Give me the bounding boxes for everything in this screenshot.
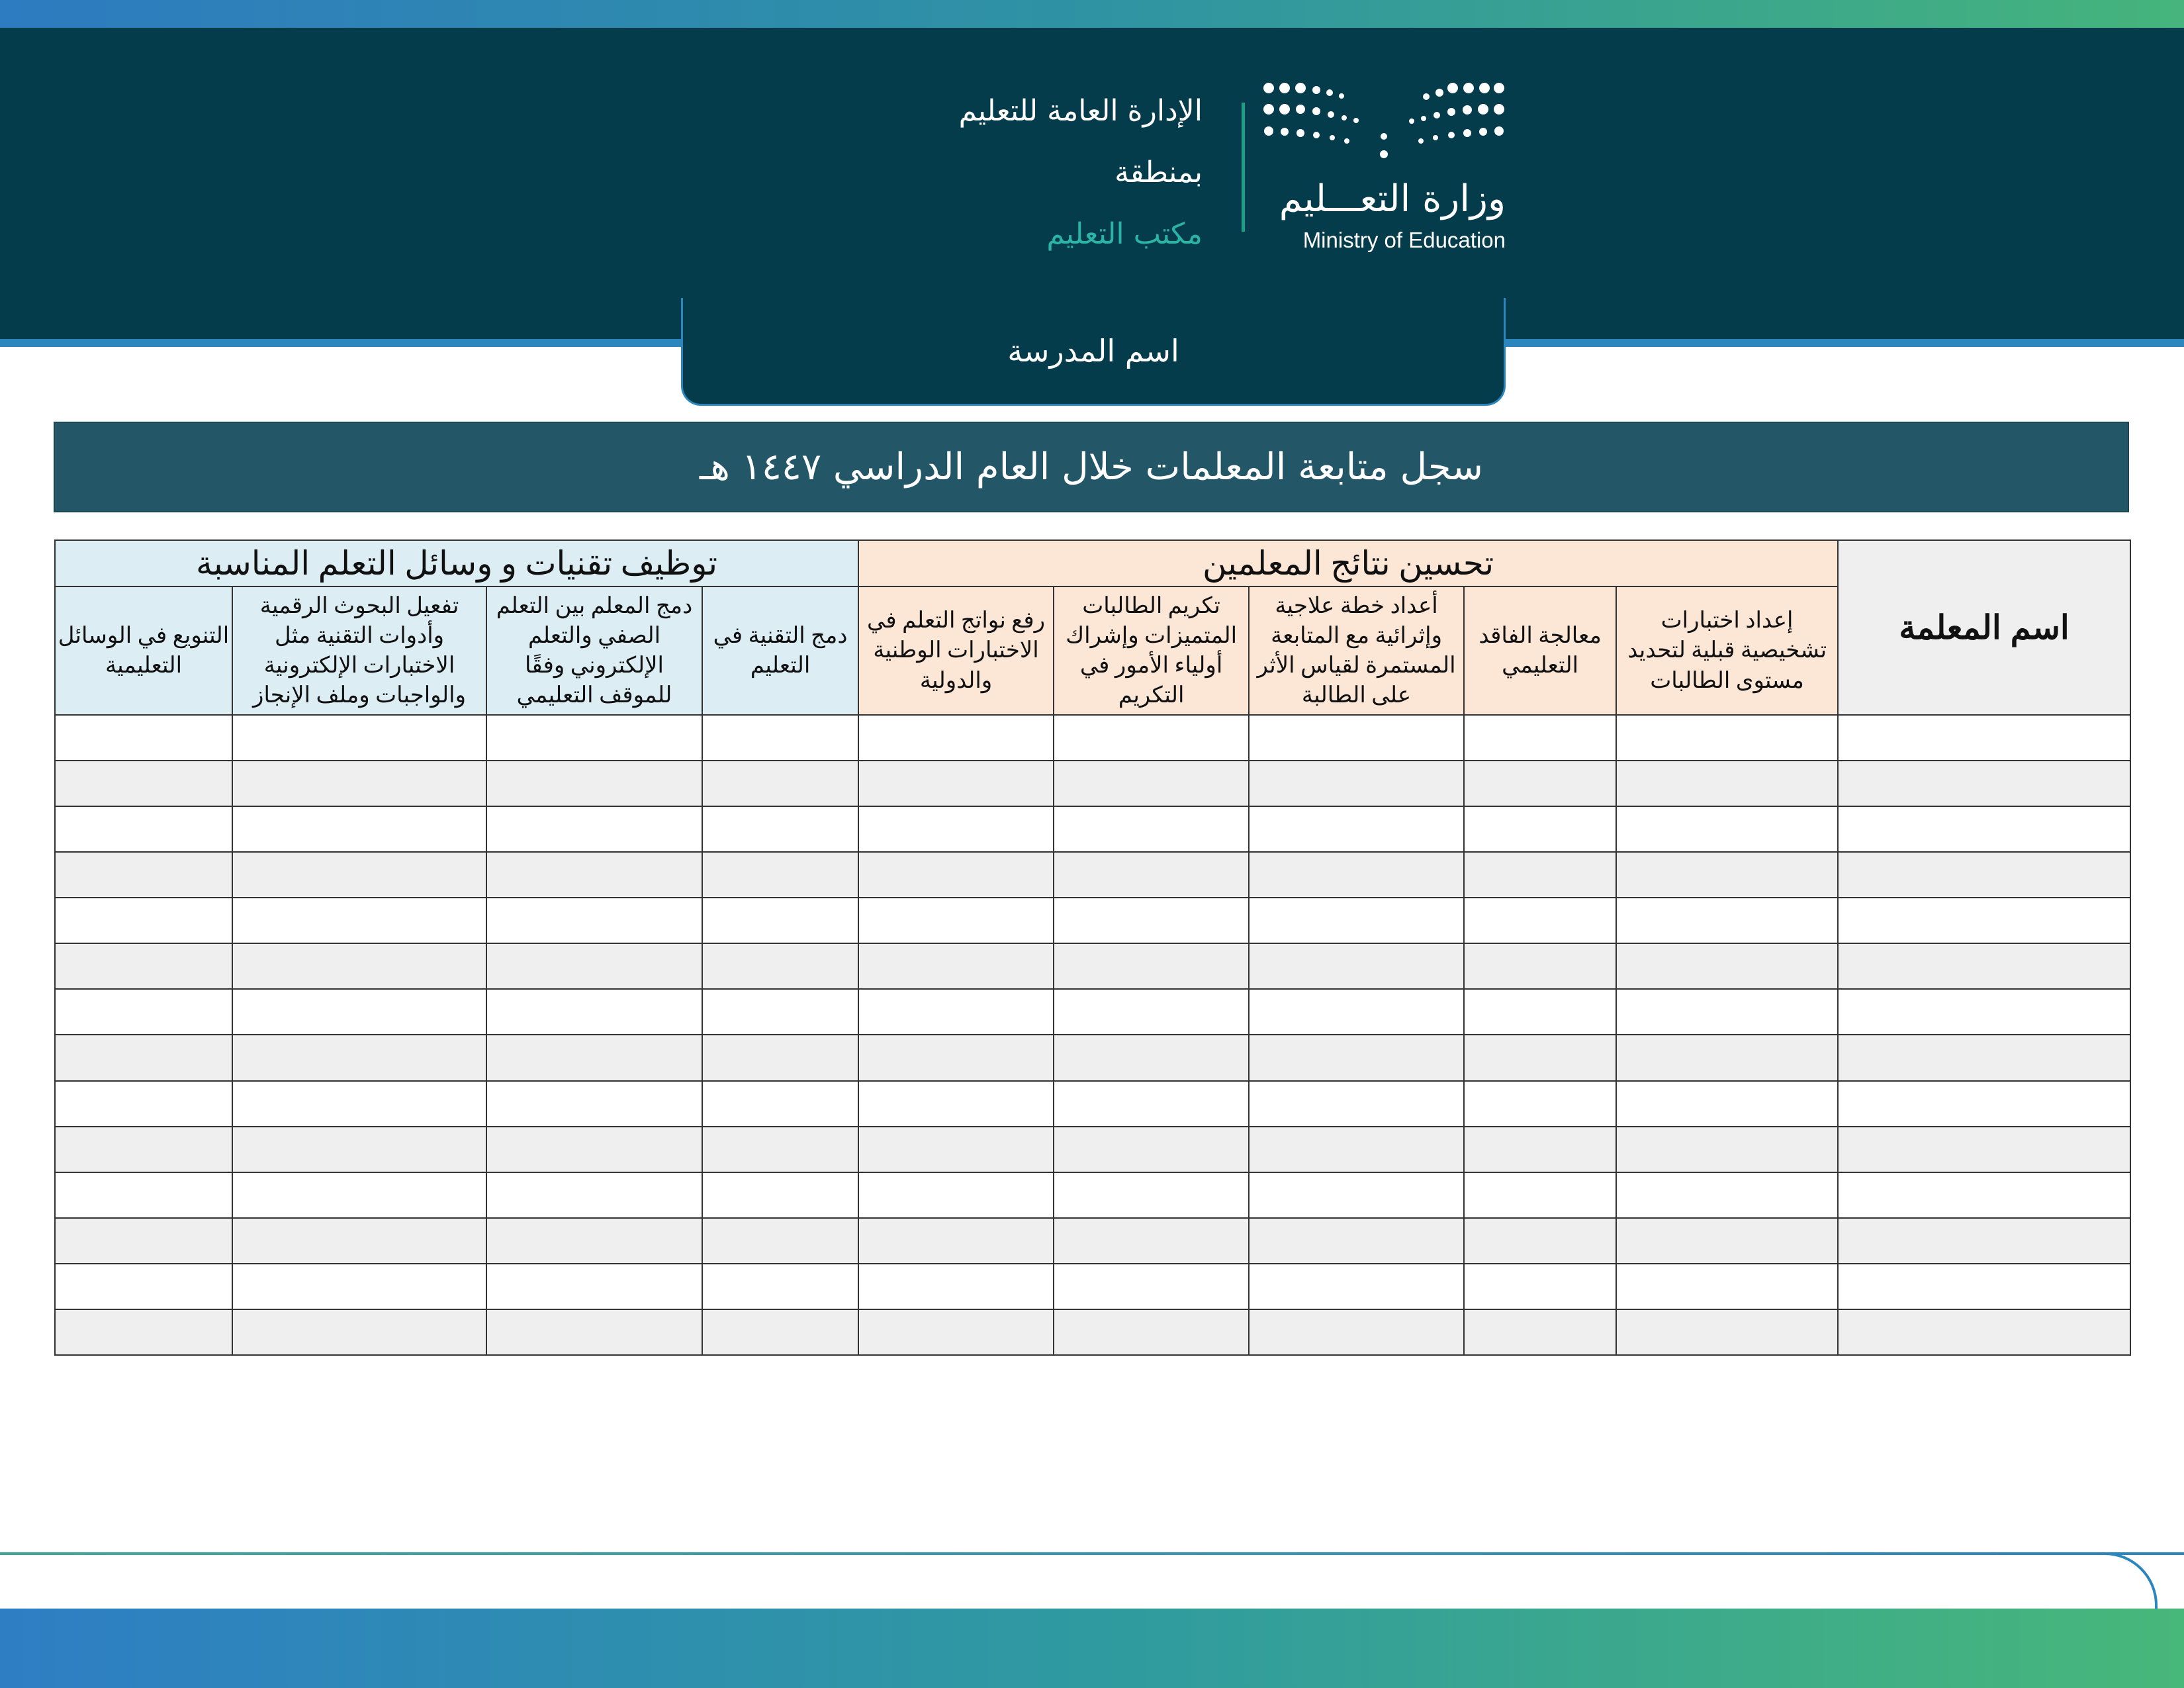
column-header: تفعيل البحوث الرقمية وأدوات التقنية مثل الاختبارات الإلكترونية والواجبات وملف الإنجاز: [232, 586, 486, 715]
table-cell[interactable]: [55, 1309, 232, 1355]
table-cell[interactable]: [858, 715, 1054, 761]
table-cell[interactable]: [1054, 1081, 1249, 1127]
table-row: [55, 852, 2130, 898]
table-cell[interactable]: [1464, 1218, 1616, 1264]
table-cell[interactable]: [858, 1127, 1054, 1172]
table-cell[interactable]: [486, 1218, 702, 1264]
footer-gradient-band: [0, 1609, 2184, 1688]
table-cell[interactable]: [858, 1264, 1054, 1309]
table-cell[interactable]: [55, 1081, 232, 1127]
table-cell[interactable]: [702, 1218, 858, 1264]
table-cell[interactable]: [1054, 1218, 1249, 1264]
table-row: [55, 1264, 2130, 1309]
column-header: دمج التقنية في التعليم: [702, 586, 858, 715]
teacher-name-header: اسم المعلمة: [1838, 540, 2130, 715]
table-cell[interactable]: [1616, 989, 1838, 1035]
table-cell[interactable]: [55, 806, 232, 852]
table-cell[interactable]: [232, 806, 486, 852]
footer-line: [0, 1552, 2184, 1555]
table-cell[interactable]: [702, 1081, 858, 1127]
table-cell[interactable]: [1054, 806, 1249, 852]
table-row: [55, 943, 2130, 989]
table-cell[interactable]: [1464, 1127, 1616, 1172]
table-row: [55, 1309, 2130, 1355]
table-cell[interactable]: [858, 989, 1054, 1035]
table-cell[interactable]: [1054, 852, 1249, 898]
table-cell[interactable]: [1464, 1264, 1616, 1309]
header-band: [0, 28, 2184, 339]
region-label: بمنطقة: [1115, 156, 1203, 189]
table-cell[interactable]: [1054, 1035, 1249, 1080]
table-cell[interactable]: [1464, 1081, 1616, 1127]
table-row: [55, 1172, 2130, 1218]
table-cell[interactable]: [1249, 806, 1464, 852]
administration-label: الإدارة العامة للتعليم: [958, 94, 1203, 128]
school-name-label: اسم المدرسة: [1007, 333, 1179, 369]
table-row: [55, 1035, 2130, 1080]
table-cell[interactable]: [486, 806, 702, 852]
table-cell[interactable]: [1464, 1172, 1616, 1218]
table-row: [55, 989, 2130, 1035]
table-cell[interactable]: [702, 1035, 858, 1080]
table-cell[interactable]: [1616, 852, 1838, 898]
table-cell[interactable]: [232, 1172, 486, 1218]
teacher-name-cell[interactable]: [1838, 1264, 2130, 1309]
page-title: سجل متابعة المعلمات خلال العام الدراسي ١٤٤٧ هـ: [700, 445, 1483, 489]
teacher-name-cell[interactable]: [1838, 1127, 2130, 1172]
table-cell[interactable]: [55, 1172, 232, 1218]
table-cell[interactable]: [702, 1172, 858, 1218]
table-cell[interactable]: [232, 1264, 486, 1309]
table-cell[interactable]: [55, 1218, 232, 1264]
table-cell[interactable]: [486, 1127, 702, 1172]
table-cell[interactable]: [55, 1035, 232, 1080]
table-cell[interactable]: [858, 761, 1054, 806]
table-cell[interactable]: [55, 715, 232, 761]
table-cell[interactable]: [486, 715, 702, 761]
table-cell[interactable]: [232, 852, 486, 898]
table-cell[interactable]: [1054, 1172, 1249, 1218]
table-cell[interactable]: [486, 943, 702, 989]
table-cell[interactable]: [1249, 898, 1464, 943]
table-cell[interactable]: [858, 898, 1054, 943]
table-row: [55, 806, 2130, 852]
teacher-name-cell[interactable]: [1838, 761, 2130, 806]
table-cell[interactable]: [232, 715, 486, 761]
table-cell[interactable]: [702, 852, 858, 898]
table-cell[interactable]: [1249, 1309, 1464, 1355]
table-cell[interactable]: [1054, 989, 1249, 1035]
ministry-logo: [1261, 78, 1506, 257]
table-cell[interactable]: [486, 1264, 702, 1309]
table-cell[interactable]: [702, 1264, 858, 1309]
teacher-name-cell[interactable]: [1838, 715, 2130, 761]
table-row: [55, 1081, 2130, 1127]
table-cell[interactable]: [702, 715, 858, 761]
table-cell[interactable]: [702, 898, 858, 943]
logo-arabic-text: وزارة التعـــليم: [1279, 177, 1506, 220]
table-cell[interactable]: [486, 1035, 702, 1080]
table-cell[interactable]: [1616, 1264, 1838, 1309]
table-cell[interactable]: [486, 1081, 702, 1127]
table-cell[interactable]: [1249, 989, 1464, 1035]
table-cell[interactable]: [1616, 1081, 1838, 1127]
logo-separator: [1242, 103, 1245, 232]
logo-english-text: Ministry of Education: [1302, 228, 1506, 252]
table-cell[interactable]: [1249, 1172, 1464, 1218]
table-cell[interactable]: [1616, 1127, 1838, 1172]
table-row: [55, 715, 2130, 761]
table-cell[interactable]: [702, 989, 858, 1035]
table-cell[interactable]: [1054, 1127, 1249, 1172]
table-cell[interactable]: [858, 852, 1054, 898]
table-cell[interactable]: [232, 1081, 486, 1127]
table-cell[interactable]: [1616, 761, 1838, 806]
table-row: [55, 761, 2130, 806]
table-cell[interactable]: [55, 761, 232, 806]
table-cell[interactable]: [1616, 1172, 1838, 1218]
table-cell[interactable]: [232, 898, 486, 943]
office-label: مكتب التعليم: [1046, 217, 1203, 251]
table-cell[interactable]: [55, 1264, 232, 1309]
table-cell[interactable]: [1249, 943, 1464, 989]
table-cell[interactable]: [1464, 715, 1616, 761]
column-header: معالجة الفاقد التعليمي: [1464, 586, 1616, 715]
table-cell[interactable]: [1249, 715, 1464, 761]
table-cell[interactable]: [1249, 761, 1464, 806]
table-cell[interactable]: [232, 1127, 486, 1172]
table-cell[interactable]: [232, 989, 486, 1035]
teacher-name-cell[interactable]: [1838, 898, 2130, 943]
table-cell[interactable]: [1616, 898, 1838, 943]
table-cell[interactable]: [858, 1172, 1054, 1218]
table-cell[interactable]: [232, 943, 486, 989]
teacher-name-cell[interactable]: [1838, 1309, 2130, 1355]
table-cell[interactable]: [55, 852, 232, 898]
table-cell[interactable]: [486, 989, 702, 1035]
table-cell[interactable]: [702, 1309, 858, 1355]
table-cell[interactable]: [1054, 761, 1249, 806]
table-cell[interactable]: [232, 1218, 486, 1264]
table-cell[interactable]: [1616, 715, 1838, 761]
table-cell[interactable]: [55, 898, 232, 943]
school-name-tab: [681, 298, 1506, 406]
table-row: [55, 1127, 2130, 1172]
teacher-name-cell[interactable]: [1838, 1218, 2130, 1264]
teacher-name-cell[interactable]: [1838, 852, 2130, 898]
table-cell[interactable]: [858, 1218, 1054, 1264]
table-cell[interactable]: [1616, 1309, 1838, 1355]
table-row: [55, 1218, 2130, 1264]
table-cell[interactable]: [1249, 1264, 1464, 1309]
teacher-name-cell[interactable]: [1838, 806, 2130, 852]
table-cell[interactable]: [55, 989, 232, 1035]
table-cell[interactable]: [1616, 1218, 1838, 1264]
table-cell[interactable]: [486, 898, 702, 943]
table-cell[interactable]: [1054, 1309, 1249, 1355]
column-header: تكريم الطالبات المتميزات وإشراك أولياء الأمور في التكريم: [1054, 586, 1249, 715]
teacher-name-cell[interactable]: [1838, 989, 2130, 1035]
table-cell[interactable]: [858, 1081, 1054, 1127]
group-results-header: تحسين نتائج المعلمين: [858, 540, 1838, 586]
column-header: رفع نواتج التعلم في الاختبارات الوطنية والدولية: [858, 586, 1054, 715]
dots-pattern-icon: [1261, 78, 1506, 164]
table-cell[interactable]: [1249, 1218, 1464, 1264]
table-cell[interactable]: [232, 761, 486, 806]
top-gradient-strip: [0, 0, 2184, 28]
group-tech-header: توظيف تقنيات و وسائل التعلم المناسبة: [55, 540, 858, 586]
table-cell[interactable]: [55, 943, 232, 989]
table-cell[interactable]: [1249, 1081, 1464, 1127]
column-header: أعداد خطة علاجية وإثرائية مع المتابعة المستمرة لقياس الأثر على الطالبة: [1249, 586, 1464, 715]
table-cell[interactable]: [486, 852, 702, 898]
table-cell[interactable]: [702, 1127, 858, 1172]
table-cell[interactable]: [486, 1309, 702, 1355]
table-cell[interactable]: [702, 761, 858, 806]
table-cell[interactable]: [1464, 943, 1616, 989]
table-cell[interactable]: [1054, 715, 1249, 761]
teacher-name-cell[interactable]: [1838, 943, 2130, 989]
table-cell[interactable]: [1464, 1309, 1616, 1355]
table-body: [55, 715, 2130, 1355]
table-cell[interactable]: [1616, 1035, 1838, 1080]
column-header: التنويع في الوسائل التعليمية: [55, 586, 232, 715]
table-cell[interactable]: [702, 943, 858, 989]
table-cell[interactable]: [1464, 806, 1616, 852]
teacher-name-cell[interactable]: [1838, 1172, 2130, 1218]
table-cell[interactable]: [1616, 806, 1838, 852]
teacher-name-cell[interactable]: [1838, 1081, 2130, 1127]
table-cell[interactable]: [858, 1309, 1054, 1355]
table-cell[interactable]: [1464, 761, 1616, 806]
table-cell[interactable]: [858, 943, 1054, 989]
table-cell[interactable]: [1464, 852, 1616, 898]
table-cell[interactable]: [232, 1309, 486, 1355]
title-bar: [54, 422, 2129, 512]
table-cell[interactable]: [1464, 898, 1616, 943]
table-cell[interactable]: [1616, 943, 1838, 989]
table-cell[interactable]: [1464, 1035, 1616, 1080]
table-cell[interactable]: [1054, 943, 1249, 989]
table-cell[interactable]: [1054, 1264, 1249, 1309]
table-cell[interactable]: [702, 806, 858, 852]
table-cell[interactable]: [486, 1172, 702, 1218]
table-cell[interactable]: [858, 806, 1054, 852]
table-row: [55, 898, 2130, 943]
table-cell[interactable]: [1054, 898, 1249, 943]
column-header: إعداد اختبارات تشخيصية قبلية لتحديد مستوى الطالبات: [1616, 586, 1838, 715]
table-cell[interactable]: [1249, 1127, 1464, 1172]
table-cell[interactable]: [1249, 852, 1464, 898]
table-cell[interactable]: [232, 1035, 486, 1080]
teacher-name-cell[interactable]: [1838, 1035, 2130, 1080]
table-cell[interactable]: [486, 761, 702, 806]
table-cell[interactable]: [858, 1035, 1054, 1080]
column-header: دمج المعلم بين التعلم الصفي والتعلم الإلكتروني وفقًا للموقف التعليمي: [486, 586, 702, 715]
table-cell[interactable]: [1249, 1035, 1464, 1080]
table-cell[interactable]: [55, 1127, 232, 1172]
teacher-tracking-table: [54, 539, 2131, 1356]
table-cell[interactable]: [1464, 989, 1616, 1035]
